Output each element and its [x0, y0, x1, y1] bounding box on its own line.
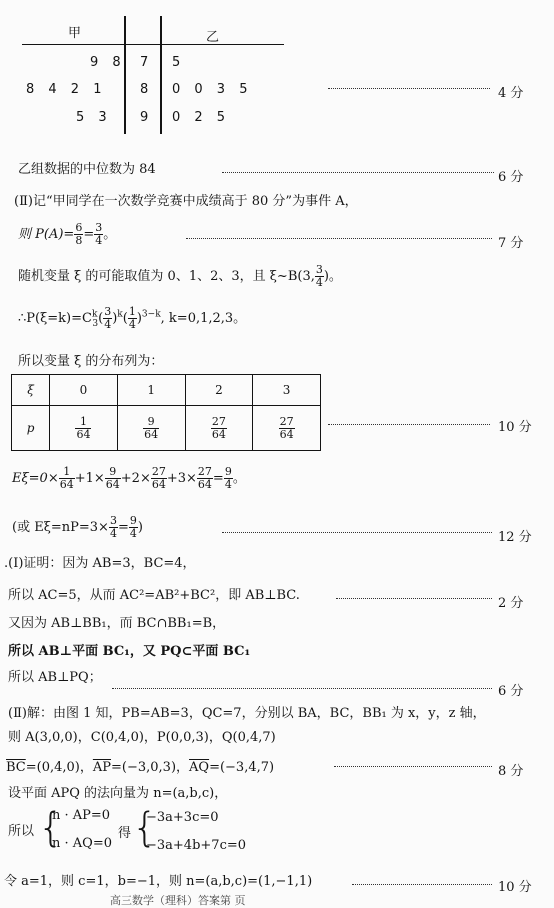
proof-line-2: 所以 AC=5，从而 AC²=AB²+BC²，即 AB⊥BC.: [8, 588, 300, 603]
leader-dots: [328, 424, 490, 425]
leader-dots: [186, 238, 492, 239]
system-prefix: 所以: [8, 824, 35, 839]
score-2: 2 分: [498, 596, 524, 611]
system-de: 得: [118, 826, 132, 841]
alternative-expectation: (或 Eξ=nP=3× $\frac{3}{4}$ = $\frac{9}{4}$ ): [12, 514, 143, 540]
table-cell: $\frac{9}{64}$: [117, 406, 185, 451]
normal-vector-line: 设平面 APQ 的法向量为 n=(a,b,c)，: [8, 786, 228, 801]
fraction: $\frac{6}{8}$: [75, 221, 83, 247]
expectation-line: Eξ=0× $\frac{1}{64}$ +1× $\frac{9}{64}$ +2× $\frac{27}{64}$ +3× $\frac{27}{64}$ = $\frac{9}{4}$ 。: [12, 465, 246, 491]
leader-dots: [336, 598, 492, 599]
system-eq-1: n · AP=0: [52, 808, 111, 823]
table-cell: ξ: [12, 375, 50, 406]
leader-dots: [328, 88, 490, 89]
header-right: 乙: [206, 30, 220, 45]
fraction: $\frac{3}{4}$: [315, 263, 323, 289]
system-result-1: −3a+3c=0: [146, 810, 219, 825]
table-cell: 3: [253, 375, 321, 406]
distribution-table: [11, 374, 321, 451]
table-cell: $\frac{27}{64}$: [253, 406, 321, 451]
score-12: 12 分: [498, 530, 532, 545]
stem-leaf-left-divider: [124, 16, 126, 134]
proof-line-4: 所以 AB⊥平面 BC₁，又 PQ⊂平面 BC₁: [8, 644, 251, 659]
stem-row-3: 9: [140, 110, 149, 125]
leader-dots: [334, 766, 492, 767]
table-cell: 0: [50, 375, 118, 406]
solution-line-1: (Ⅱ)解：由图 1 知，PB=AB=3，QC=7，分别以 BA，BC，BB₁ 为 x，y，z 轴，: [8, 706, 486, 721]
final-line: 令 a=1，则 c=1，b=−1，则 n=(a,b,c)=(1,−1,1): [4, 874, 313, 889]
stem-leaf-header-rule: [22, 44, 284, 45]
score-4: 4 分: [498, 86, 524, 101]
left-brace: {: [38, 805, 64, 851]
table-cell: $\frac{1}{64}$: [50, 406, 118, 451]
leaf-right-row-3: 0 2 5: [172, 110, 226, 125]
leaf-right-row-1: 5: [172, 55, 181, 70]
fraction: $\frac{3}{4}$: [104, 305, 112, 331]
leaf-left-row-2: 8 4 2 1: [26, 82, 102, 97]
score-8: 8 分: [498, 764, 524, 779]
stem-row-1: 7: [140, 55, 149, 70]
table-cell: 2: [185, 375, 253, 406]
vector-line: $\overline{BC}=(0,4,0)$，$\overline{AP}=(-3,0,3)$，$\overline{AQ}=(-3,4,7)$: [6, 760, 275, 775]
stem-row-2: 8: [140, 82, 149, 97]
leaf-left-row-3: 5 3: [76, 110, 107, 125]
leader-dots: [112, 688, 492, 689]
left-brace: {: [132, 805, 158, 851]
median-line: 乙组数据的中位数为 84: [18, 162, 156, 177]
proof-line-3: 又因为 AB⊥BB₁，而 BC∩BB₁=B，: [8, 616, 226, 631]
part2-heading: (Ⅱ)记“甲同学在一次数学竞赛中成绩高于 80 分”为事件 A，: [14, 194, 358, 209]
binomial-formula: $\therefore P(\xi=k)=C^k_3$( $\frac{3}{4}$ )$^k$( $\frac{1}{4}$ )$^{3-k}$, k=0,1,2,3。: [18, 305, 247, 331]
leaf-right-row-2: 0 0 3 5: [172, 82, 248, 97]
system-result-2: −3a+4b+7c=0: [146, 838, 247, 853]
system-eq-2: n · AQ=0: [52, 836, 112, 851]
score-10b: 10 分: [498, 880, 532, 895]
score-6: 6 分: [498, 170, 524, 185]
leader-dots: [352, 884, 492, 885]
proof-line-5: 所以 AB⊥PQ；: [8, 670, 102, 685]
distribution-intro: 所以变量 ξ 的分布列为：: [18, 354, 164, 369]
score-7: 7 分: [498, 236, 524, 251]
fraction: $\frac{1}{4}$: [128, 305, 136, 331]
header-left: 甲: [68, 26, 82, 41]
leaf-left-row-1: 9 8: [90, 55, 121, 70]
score-10: 10 分: [498, 420, 532, 435]
fraction: $\frac{3}{4}$: [95, 221, 103, 247]
table-cell: p: [12, 406, 50, 451]
proof-start: .(Ⅰ)证明：因为 AB=3，BC=4，: [4, 556, 196, 571]
pa-line: 则 P(A)= $\frac{6}{8}$ = $\frac{3}{4}$ 。: [18, 221, 117, 247]
leader-dots: [222, 532, 492, 533]
random-variable-line: 随机变量 ξ 的可能取值为 0、1、2、3，且 ξ~B(3, $\frac{3}{4}$ )。: [18, 263, 342, 289]
stem-leaf-right-divider: [160, 16, 162, 134]
table-cell: $\frac{27}{64}$: [185, 406, 253, 451]
page-footer: 高三数学（理科）答案第 页: [110, 894, 246, 907]
table-cell: 1: [117, 375, 185, 406]
table-row: [12, 406, 321, 451]
leader-dots: [222, 172, 494, 173]
solution-line-2: 则 A(3,0,0)，C(0,4,0)，P(0,0,3)，Q(0,4,7): [8, 730, 276, 745]
table-row: [12, 375, 321, 406]
score-6b: 6 分: [498, 684, 524, 699]
